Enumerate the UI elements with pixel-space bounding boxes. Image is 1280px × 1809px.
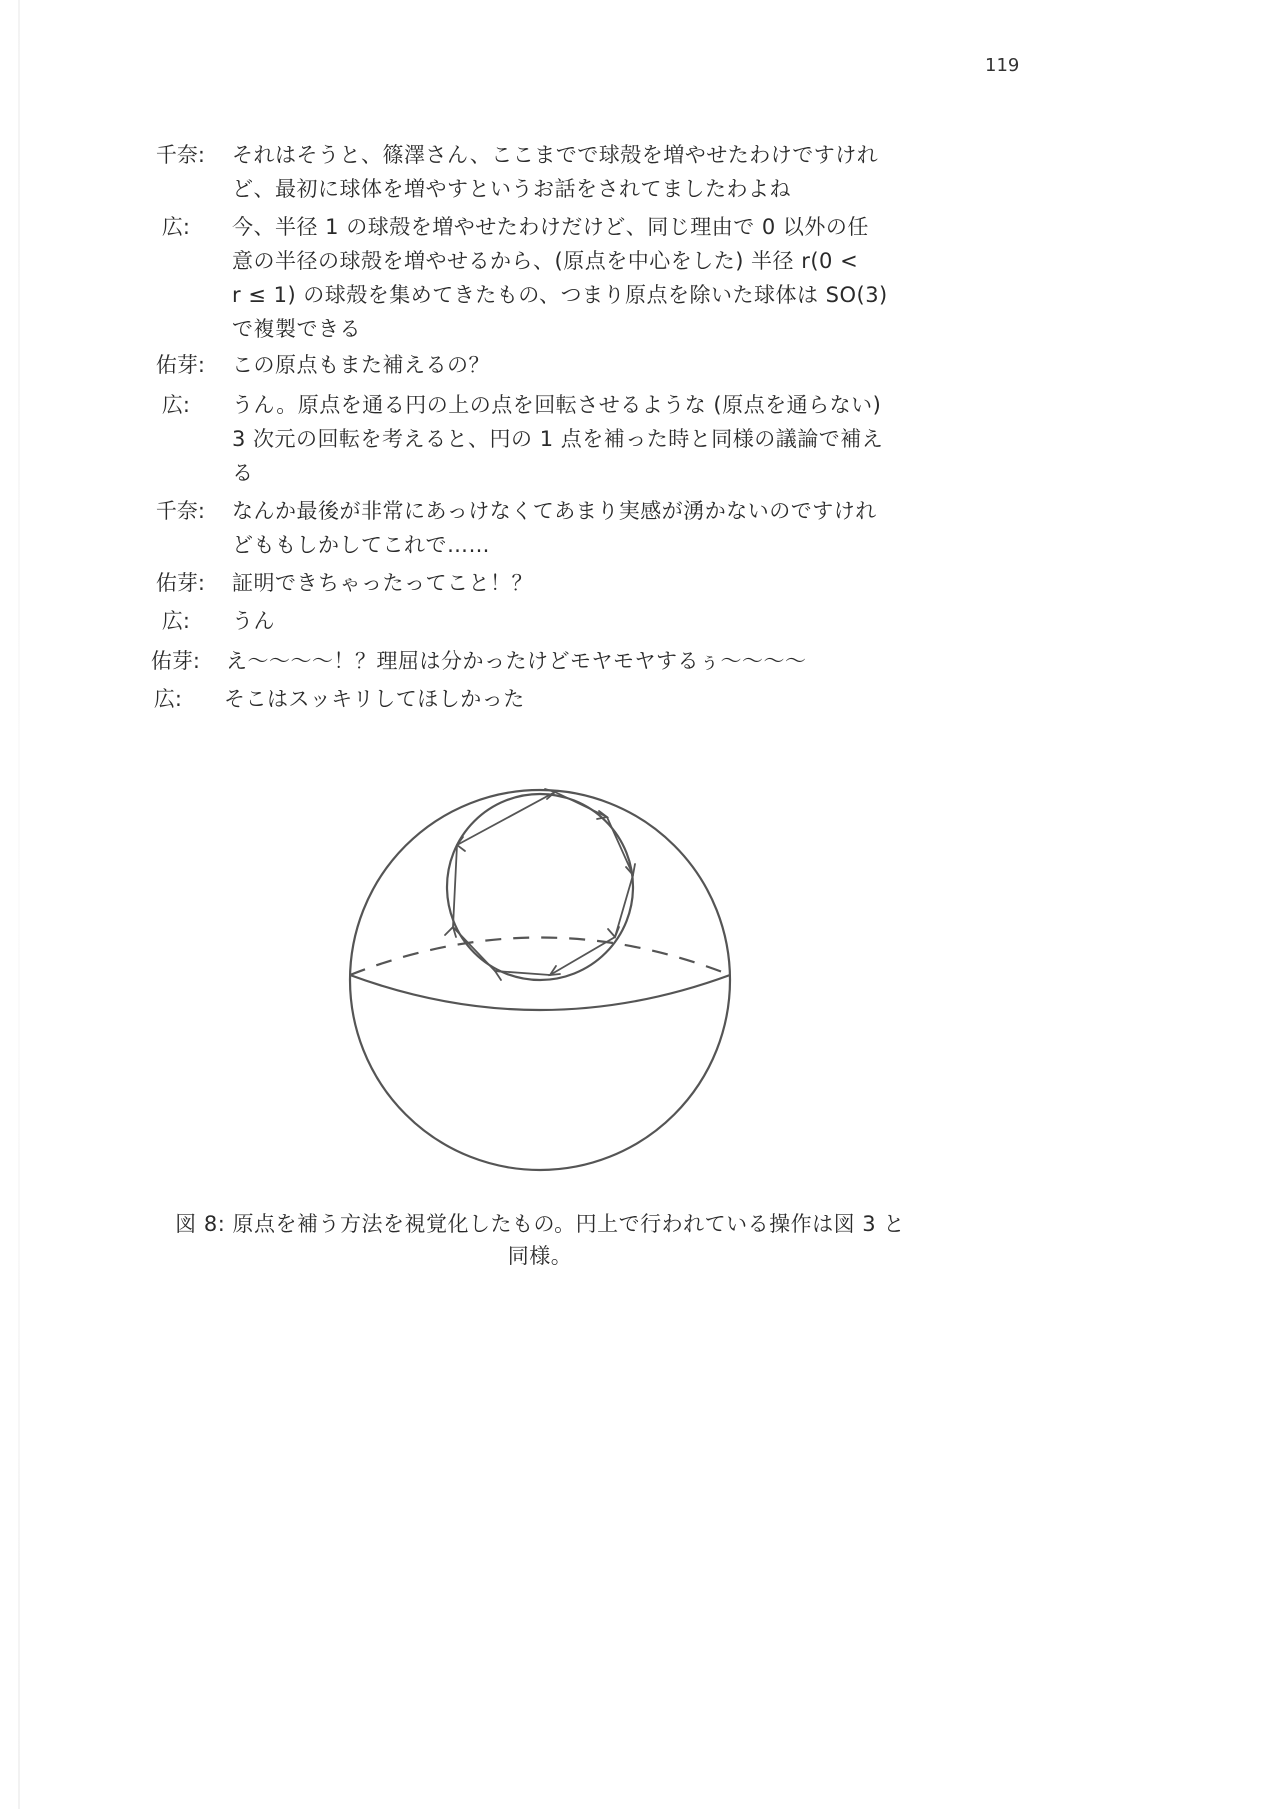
- arrowhead: [445, 927, 456, 937]
- speech-text: [232, 210, 952, 346]
- speech-line: それはそうと、篠澤さん、ここまでで球殻を増やせたわけですけれ: [232, 143, 879, 167]
- arrowhead: [495, 971, 505, 980]
- speech-line: r ≤ 1) の球殻を集めてきたもの、つまり原点を除いた球体は SO(3): [232, 283, 888, 307]
- speech-line: 証明できちゃったってこと！？: [232, 571, 533, 595]
- speech-line: え〜〜〜〜！？理屈は分かったけどモヤモヤするぅ〜〜〜〜: [226, 649, 807, 673]
- sphere-diagram: [345, 775, 755, 1175]
- speech-text: [226, 644, 946, 678]
- caption-line: 同様。: [507, 1244, 573, 1268]
- speech-text: [232, 604, 952, 638]
- speaker-label: 千奈:: [155, 143, 205, 167]
- speaker-label: 広:: [161, 609, 190, 633]
- speaker-label: 広:: [153, 687, 182, 711]
- speaker-label: 千奈:: [155, 499, 205, 523]
- page-number: 119: [985, 55, 1020, 76]
- speaker-label: 佑芽:: [150, 649, 200, 673]
- speech-text: [232, 138, 952, 206]
- speaker-label: 広:: [161, 393, 190, 417]
- speech-line: ど、最初に球体を増やすというお話をされてましたわよね: [232, 177, 791, 201]
- equator-back-dashed: [350, 938, 730, 976]
- speech-line: なんか最後が非常にあっけなくてあまり実感が湧かないのですけれ: [232, 499, 877, 523]
- speech-text: [232, 348, 952, 382]
- speaker-label: 広:: [161, 215, 190, 239]
- speech-line: 意の半径の球殻を増やせるから、(原点を中心をした) 半径 r(0 <: [232, 249, 859, 273]
- speech-line: 3 次元の回転を考えると、円の 1 点を補った時と同様の議論で補え: [232, 427, 884, 451]
- speech-line: る: [232, 461, 254, 485]
- speech-text: [224, 682, 944, 716]
- speech-line: うん: [232, 609, 275, 633]
- speech-text: [232, 566, 952, 600]
- scan-edge: [18, 0, 20, 1809]
- arrowhead: [457, 837, 465, 851]
- speech-text: [232, 388, 952, 490]
- rotation-polygon: [453, 792, 633, 975]
- caption-line: 図 8: 原点を補う方法を視覚化したもの。円上で行われている操作は図 3 と: [175, 1212, 905, 1236]
- speech-line: どももしかしてこれで……: [232, 533, 490, 557]
- speaker-label: 佑芽:: [155, 353, 205, 377]
- speech-line: 今、半径 1 の球殻を増やせたわけだけど、同じ理由で 0 以外の任: [232, 215, 869, 239]
- speech-line: この原点もまた補えるの？: [232, 353, 490, 377]
- figure-caption: [120, 1208, 960, 1272]
- speaker-label: 佑芽:: [155, 571, 205, 595]
- speech-line: うん。原点を通る円の上の点を回転させるような (原点を通らない): [232, 393, 882, 417]
- inner-circle: [447, 794, 633, 980]
- speech-line: で複製できる: [232, 317, 361, 341]
- speech-line: そこはスッキリしてほしかった: [224, 687, 525, 711]
- sphere-figure: [345, 775, 755, 1179]
- speech-text: [232, 494, 952, 562]
